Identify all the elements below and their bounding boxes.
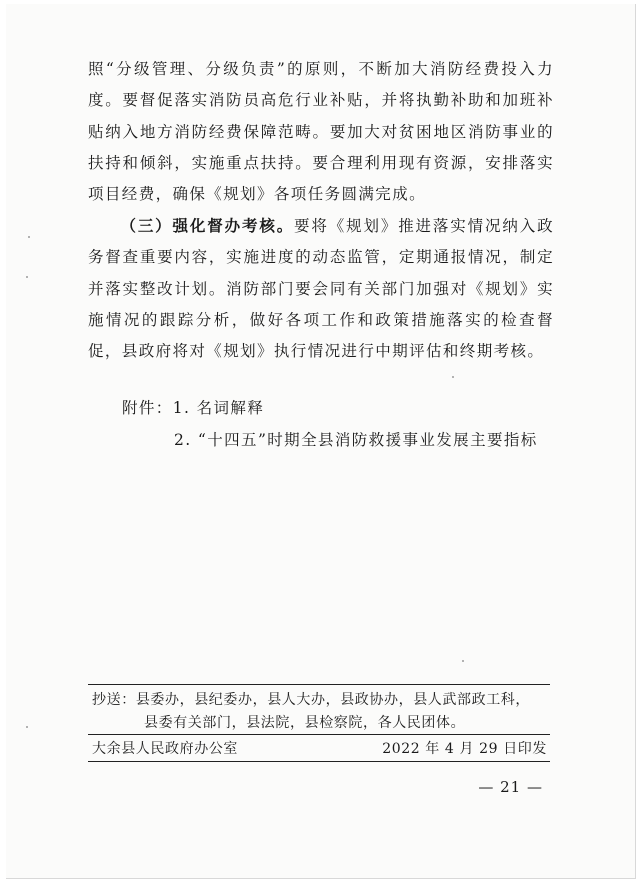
footer-bottom-rule bbox=[88, 761, 550, 762]
scan-speck bbox=[26, 726, 28, 728]
section-text: 要将《规划》推进落实情况纳入政务督查重要内容，实施进度的动态监管，定期通报情况，制定并落实整改计划。消防部门要会同有关部门加强对《规划》实施情况的跟踪分析，做好各项工作和政策措施落实的检查督促，县政府将对《规划》执行情况进行中期评估和终期考核。 bbox=[88, 217, 554, 361]
attachment-line-1 bbox=[122, 396, 264, 418]
attachment-item-2: 2. “十四五”时期全县消防救援事业发展主要指标 bbox=[174, 431, 538, 449]
scan-speck bbox=[26, 276, 28, 278]
cc-recipients-2: 县委有关部门，县法院，县检察院，各人民团体。 bbox=[144, 715, 466, 731]
footer-top-rule bbox=[88, 684, 550, 685]
cc-label: 抄送： bbox=[92, 692, 136, 708]
attachment-item-1: 1. 名词解释 bbox=[172, 399, 265, 417]
scan-speck bbox=[28, 236, 30, 238]
cc-line-1 bbox=[92, 688, 530, 712]
body-paragraph-supervision bbox=[88, 210, 554, 367]
scan-speck bbox=[462, 660, 464, 662]
issue-date: 2022 年 4 月 29 日印发 bbox=[382, 741, 547, 757]
document-page bbox=[6, 4, 636, 879]
issuing-office: 大余县人民政府办公室 bbox=[92, 741, 238, 757]
scan-speck bbox=[452, 376, 454, 378]
footer-middle-rule bbox=[88, 734, 550, 735]
attachment-label: 附件： bbox=[122, 399, 173, 417]
body-paragraph-funding: 照“分级管理、分级负责”的原则，不断加大消防经费投入力度。要督促落实消防员高危行业补贴，并将执勤补助和加班补贴纳入地方消防经费保障范畴。要加大对贫困地区消防事业的扶持和倾斜，实施重点扶持。要合理利用现有资源，安排落实项目经费，确保《规划》各项任务圆满完成。 bbox=[88, 60, 554, 204]
cc-recipients-1: 县委办，县纪委办，县人大办，县政协办，县人武部政工科， bbox=[135, 692, 531, 708]
page-number: — 21 — bbox=[478, 778, 543, 796]
section-heading: （三）强化督办考核。 bbox=[120, 216, 295, 235]
